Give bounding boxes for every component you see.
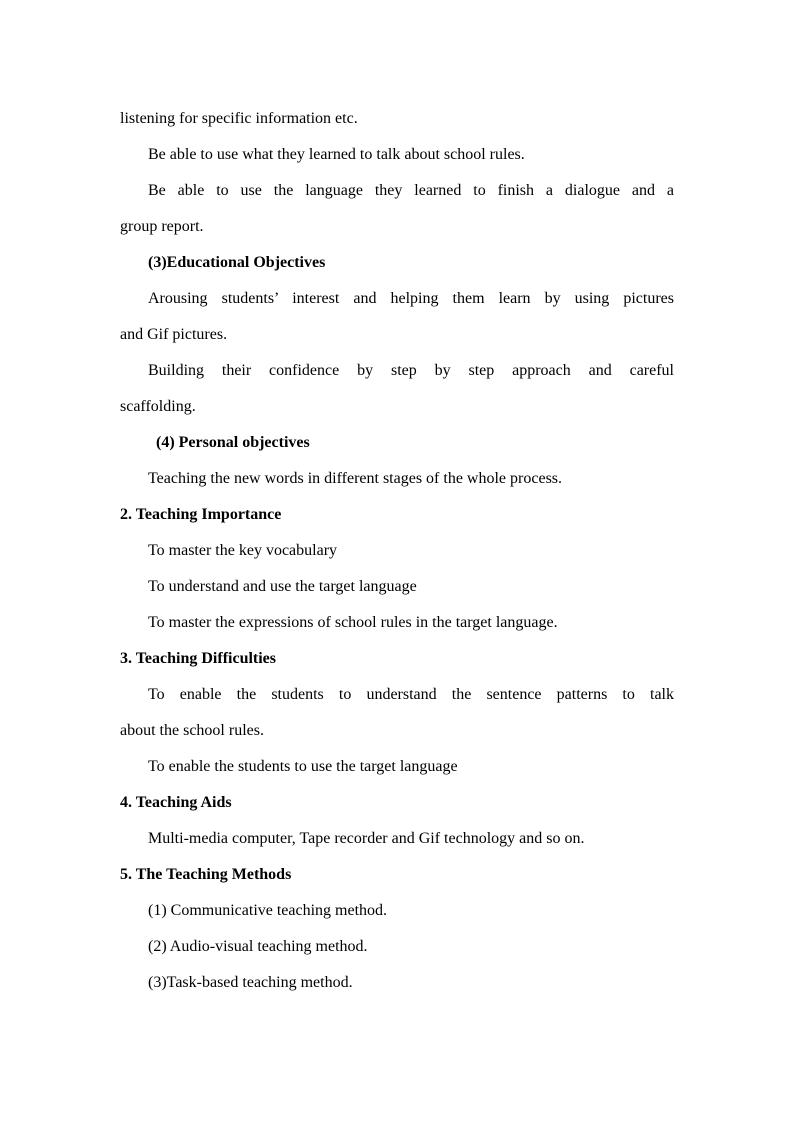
paragraph-line: and Gif pictures. xyxy=(120,326,228,343)
paragraph-line: listening for specific information etc. xyxy=(120,110,358,127)
paragraph-line: To master the key vocabulary xyxy=(148,542,338,559)
list-item: (3)Task-based teaching method. xyxy=(148,974,353,991)
paragraph-line: Arousing students’ interest and helping them learn by using pictures xyxy=(148,290,674,307)
paragraph-line: group report. xyxy=(120,218,204,235)
paragraph-line: Building their confidence by step by step approach and careful xyxy=(148,362,674,379)
list-item: (1) Communicative teaching method. xyxy=(148,902,388,919)
list-item: (2) Audio-visual teaching method. xyxy=(148,938,368,955)
heading-teaching-importance: 2. Teaching Importance xyxy=(120,506,282,523)
paragraph-line: To master the expressions of school rules in the target language. xyxy=(148,614,558,631)
subheading-educational-objectives: (3)Educational Objectives xyxy=(148,254,326,271)
paragraph-line: Teaching the new words in different stages of the whole process. xyxy=(148,470,563,487)
paragraph-line: To enable the students to understand the sentence patterns to talk xyxy=(148,686,674,703)
paragraph-line: Be able to use the language they learned to finish a dialogue and a xyxy=(148,182,674,199)
subheading-personal-objectives: (4) Personal objectives xyxy=(156,434,310,451)
paragraph-line: Multi-media computer, Tape recorder and Gif technology and so on. xyxy=(148,830,585,847)
paragraph-line: about the school rules. xyxy=(120,722,264,739)
document-body xyxy=(120,101,674,1001)
paragraph-line: To enable the students to use the target language xyxy=(148,758,458,775)
heading-teaching-aids: 4. Teaching Aids xyxy=(120,794,232,811)
paragraph-line: To understand and use the target language xyxy=(148,578,417,595)
heading-teaching-methods: 5. The Teaching Methods xyxy=(120,866,292,883)
paragraph-line: scaffolding. xyxy=(120,398,196,415)
paragraph-line: Be able to use what they learned to talk about school rules. xyxy=(148,146,525,163)
heading-teaching-difficulties: 3. Teaching Difficulties xyxy=(120,650,277,667)
